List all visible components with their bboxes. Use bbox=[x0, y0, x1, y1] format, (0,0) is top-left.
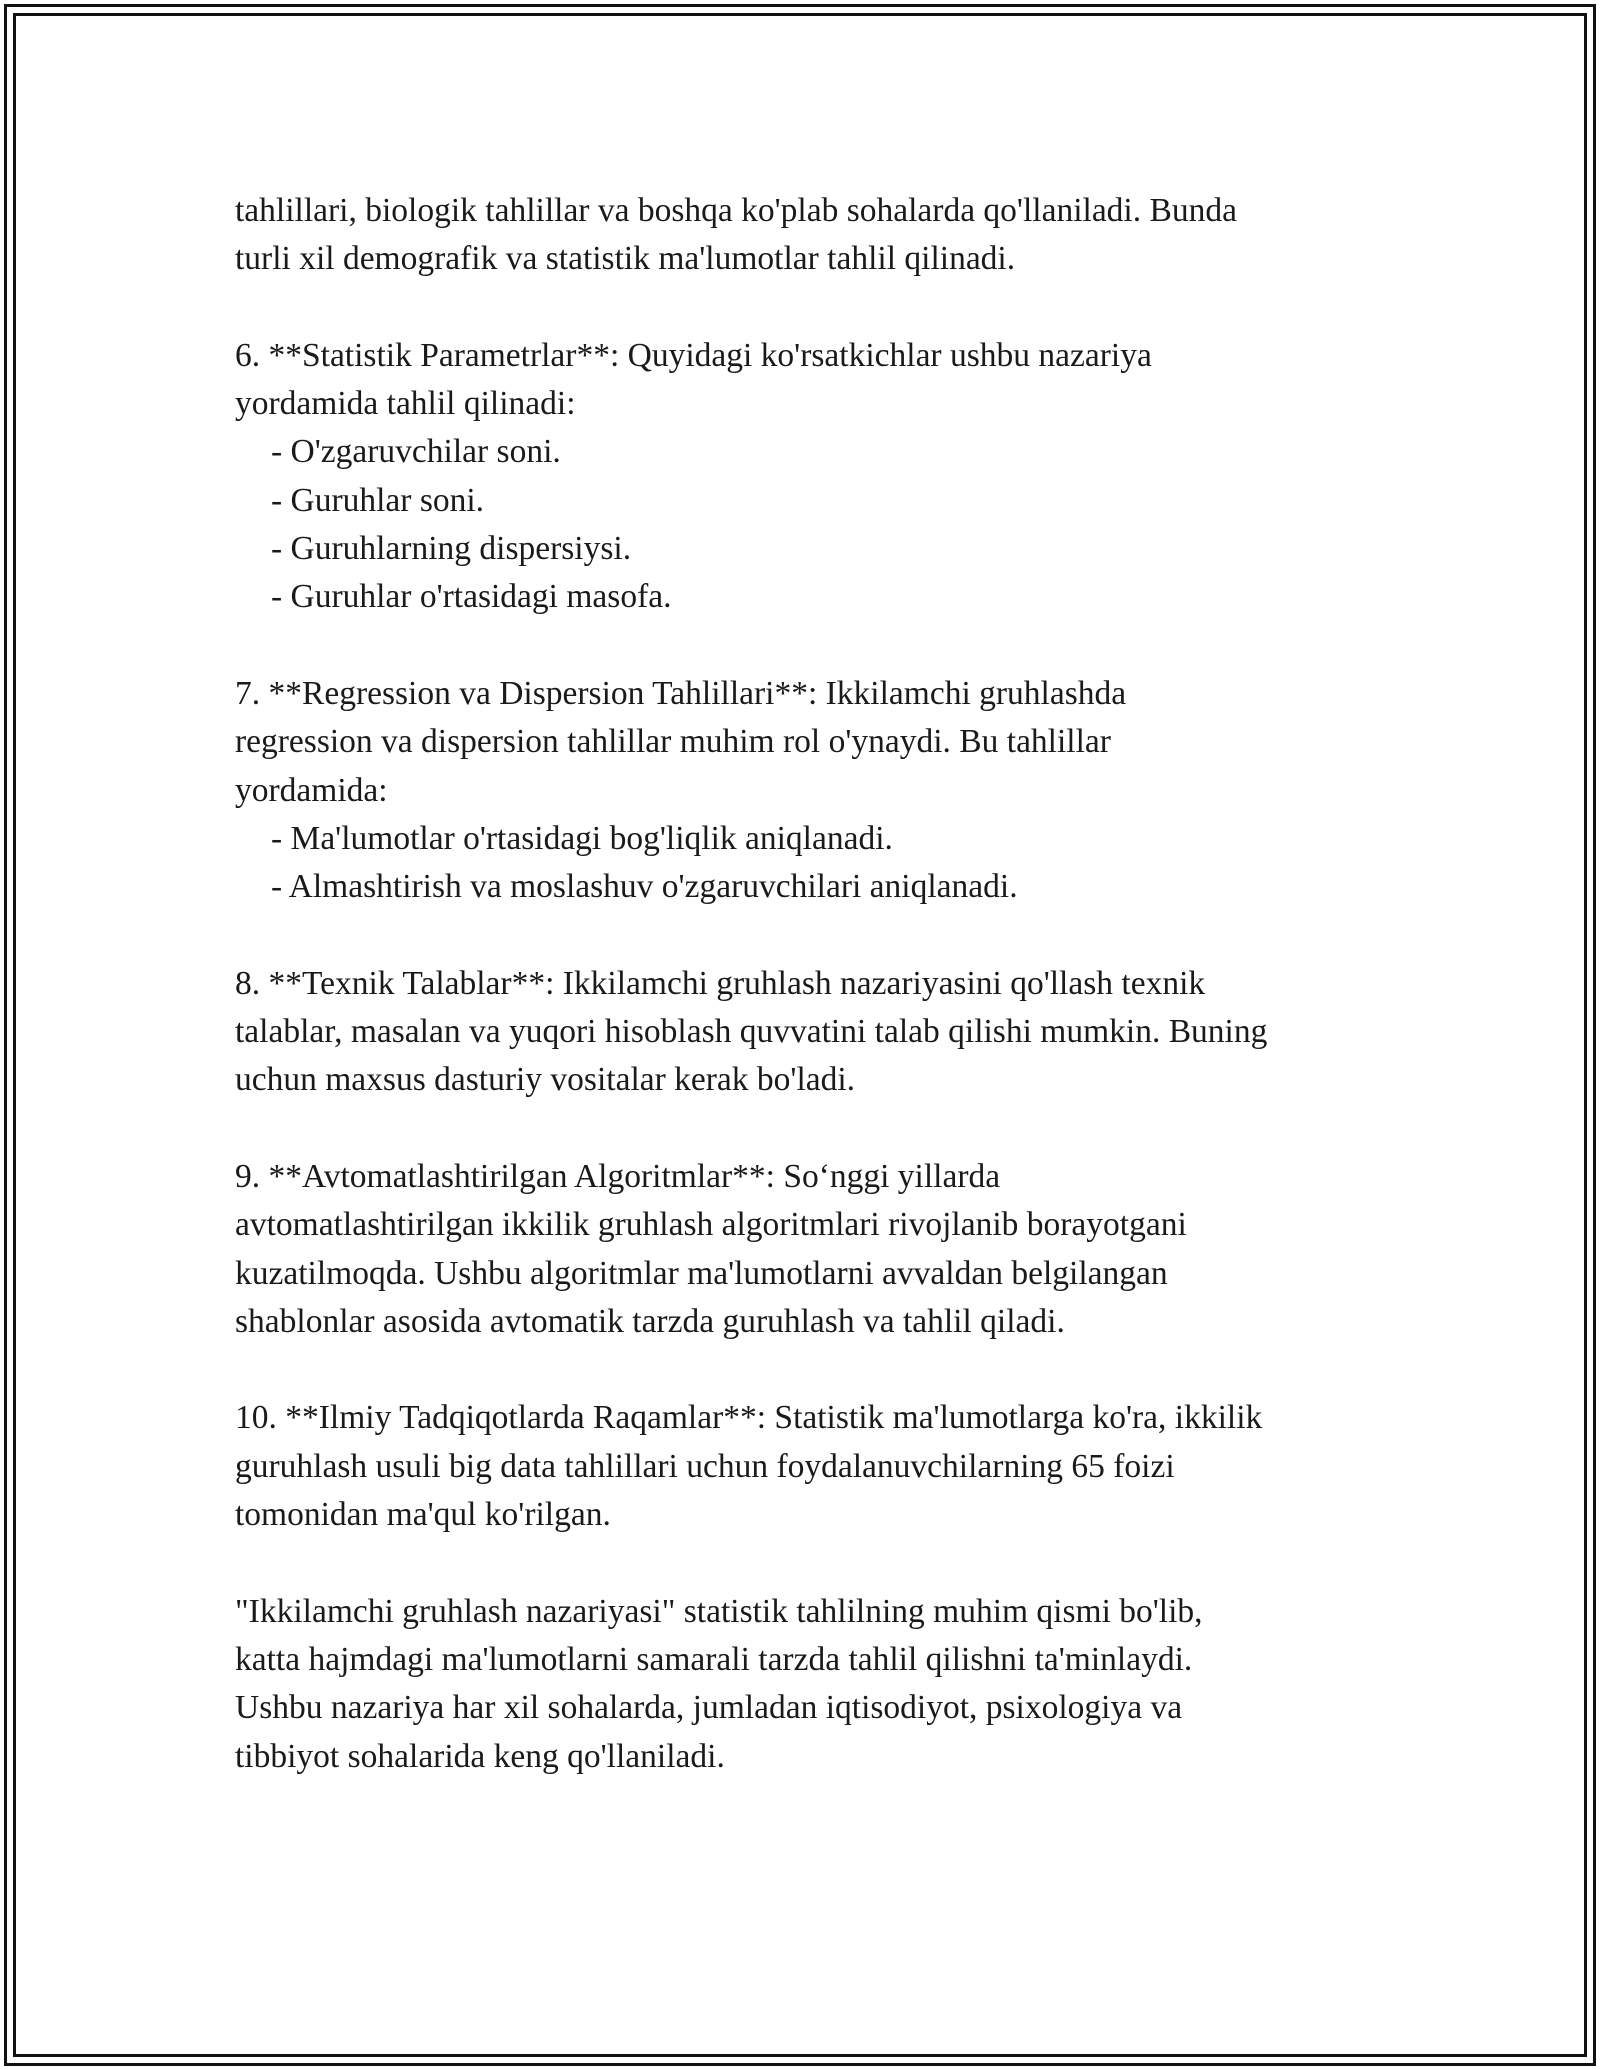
paragraph-line: 7. **Regression va Dispersion Tahlillari**: Ikkilamchi gruhlashda bbox=[235, 674, 1127, 712]
paragraph-line: talablar, masalan va yuqori hisoblash quvvatini talab qilishi mumkin. Buning bbox=[235, 1013, 1268, 1051]
paragraph-line: yordamida tahlil qilinadi: bbox=[235, 385, 576, 423]
paragraph bbox=[235, 1588, 1395, 1781]
paragraph-line: shablonlar asosida avtomatik tarzda guruhlash va tahlil qiladi. bbox=[235, 1302, 1065, 1340]
paragraph bbox=[235, 1394, 1395, 1539]
bullet-item: - Guruhlarning dispersiysi. bbox=[271, 530, 632, 568]
paragraph-line: avtomatlashtirilgan ikkilik gruhlash algoritmlari rivojlanib borayotgani bbox=[235, 1206, 1187, 1244]
paragraph-line: Ushbu nazariya har xil sohalarda, jumladan iqtisodiyot, psixologiya va bbox=[235, 1689, 1183, 1727]
paragraph-line: regression va dispersion tahlillar muhim rol o'ynaydi. Bu tahlillar bbox=[235, 723, 1111, 761]
paragraph-line: katta hajmdagi ma'lumotlarni samarali tarzda tahlil qilishni ta'minlaydi. bbox=[235, 1640, 1193, 1678]
paragraph bbox=[235, 1153, 1395, 1346]
bullet-item: - Guruhlar o'rtasidagi masofa. bbox=[271, 578, 672, 616]
paragraph-line: 9. **Avtomatlashtirilgan Algoritmlar**: So‘nggi yillarda bbox=[235, 1157, 1001, 1195]
paragraph-line: 6. **Statistik Parametrlar**: Quyidagi ko'rsatkichlar ushbu nazariya bbox=[235, 336, 1152, 374]
paragraph-line: tahlillari, biologik tahlillar va boshqa ko'plab sohalarda qo'llaniladi. Bunda bbox=[235, 192, 1237, 229]
paragraph bbox=[235, 187, 1395, 284]
paragraph-line: turli xil demografik va statistik ma'lumotlar tahlil qilinadi. bbox=[235, 240, 1016, 278]
bullet-item: - O'zgaruvchilar soni. bbox=[271, 433, 561, 471]
paragraph-line: "Ikkilamchi gruhlash nazariyasi" statistik tahlilning muhim qismi bo'lib, bbox=[235, 1592, 1203, 1630]
paragraph-line: 8. **Texnik Talablar**: Ikkilamchi gruhlash nazariyasini qo'llash texnik bbox=[235, 964, 1206, 1002]
bullet-item: - Ma'lumotlar o'rtasidagi bog'liqlik aniqlanadi. bbox=[271, 819, 893, 857]
paragraph-line: guruhlash usuli big data tahlillari uchun foydalanuvchilarning 65 foizi bbox=[235, 1447, 1175, 1485]
paragraph bbox=[235, 332, 1395, 622]
paragraph-line: tibbiyot sohalarida keng qo'llaniladi. bbox=[235, 1737, 725, 1775]
paragraph bbox=[235, 960, 1395, 1105]
paragraph-line: uchun maxsus dasturiy vositalar kerak bo'ladi. bbox=[235, 1061, 856, 1099]
bullet-item: - Almashtirish va moslashuv o'zgaruvchilari aniqlanadi. bbox=[271, 868, 1018, 906]
paragraph-line: kuzatilmoqda. Ushbu algoritmlar ma'lumotlarni avvaldan belgilangan bbox=[235, 1254, 1168, 1292]
document-body bbox=[235, 187, 1395, 1829]
paragraph-line: tomonidan ma'qul ko'rilgan. bbox=[235, 1496, 611, 1534]
bullet-item: - Guruhlar soni. bbox=[271, 481, 485, 519]
paragraph-line: 10. **Ilmiy Tadqiqotlarda Raqamlar**: Statistik ma'lumotlarga ko'ra, ikkilik bbox=[235, 1399, 1263, 1437]
paragraph-line: yordamida: bbox=[235, 771, 388, 809]
paragraph bbox=[235, 670, 1395, 911]
